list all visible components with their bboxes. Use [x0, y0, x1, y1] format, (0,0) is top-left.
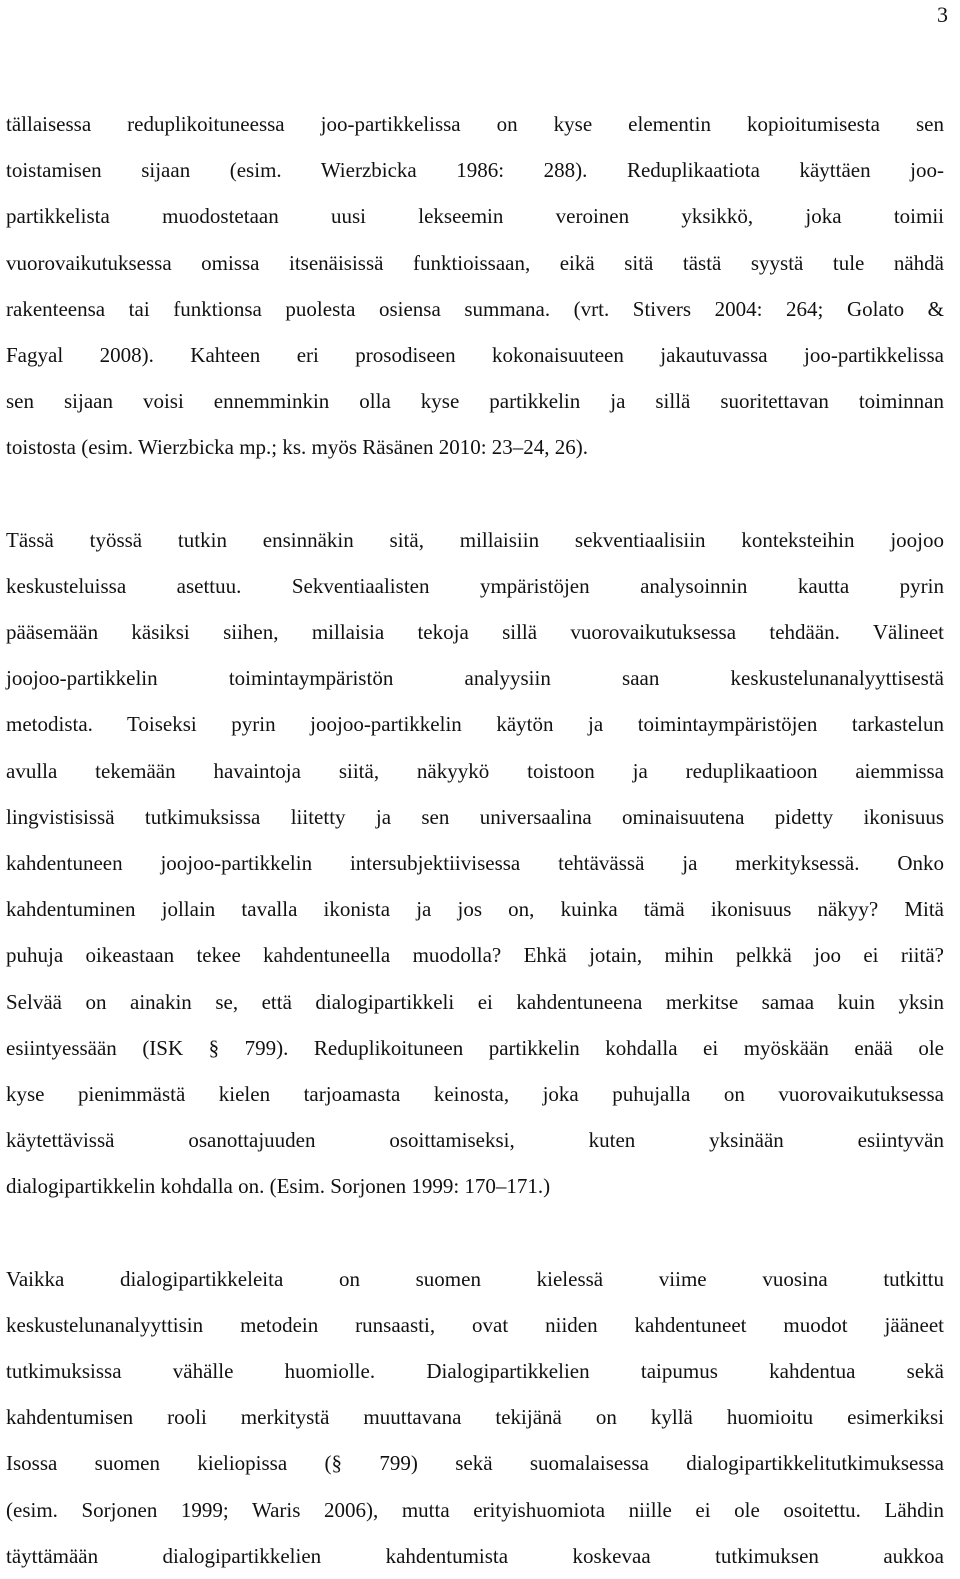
paragraph: [6, 517, 944, 1210]
text-line: kyse pienimmästä kielen tarjoamasta keinosta, joka puhujalla on vuorovaikutuksessa: [6, 1082, 944, 1107]
text-line: joojoo-partikkelin toimintaympäristön analyysiin saan keskustelunanalyyttisestä: [6, 666, 944, 691]
text-line: Fagyal 2008). Kahteen eri prosodiseen kokonaisuuteen jakautuvassa joo-partikkelissa: [6, 343, 944, 368]
text-line: dialogipartikkelin kohdalla on. (Esim. Sorjonen 1999: 170–171.): [6, 1174, 551, 1199]
paragraph: [6, 1256, 944, 1579]
text-line: tutkimuksissa vähälle huomiolle. Dialogipartikkelien taipumus kahdentua sekä: [6, 1359, 944, 1384]
text-line: tällaisessa reduplikoituneessa joo-partikkelissa on kyse elementin kopioitumisesta sen: [6, 112, 944, 136]
text-line: rakenteensa tai funktionsa puolesta osiensa summana. (vrt. Stivers 2004: 264; Golato &: [6, 296, 944, 321]
text-line: kahdentuneen joojoo-partikkelin intersubjektiivisessa tehtävässä ja merkityksessä. Onko: [6, 851, 944, 876]
text-line: keskusteluissa asettuu. Sekventiaalisten ympäristöjen analysoinnin kautta pyrin: [6, 573, 944, 598]
text-line: vuorovaikutuksessa omissa itsenäisissä funktioissaan, eikä sitä tästä syystä tule nähdä: [6, 250, 944, 275]
text-line: pääsemään käsiksi siihen, millaisia tekoja sillä vuorovaikutuksessa tehdään. Välineet: [6, 620, 944, 645]
text-line: kahdentumisen rooli merkitystä muuttavana tekijänä on kyllä huomioitu esimerkiksi: [6, 1405, 944, 1430]
text-line: keskustelunanalyyttisin metodein runsaasti, ovat niiden kahdentuneet muodot jääneet: [6, 1312, 944, 1337]
text-line: kahdentuminen jollain tavalla ikonista ja jos on, kuinka tämä ikonisuus näkyy? Mitä: [6, 897, 944, 922]
text-line: puhuja oikeastaan tekee kahdentuneella muodolla? Ehkä jotain, mihin pelkkä joo ei riitä?: [6, 943, 944, 968]
text-line: toistamisen sijaan (esim. Wierzbicka 1986: 288). Reduplikaatiota käyttäen joo-: [6, 158, 944, 183]
body-text: [6, 101, 944, 1579]
paragraph-gap: [6, 1210, 944, 1256]
text-line: Tässä työssä tutkin ensinnäkin sitä, millaisiin sekventiaalisiin konteksteihin joojoo: [6, 527, 944, 552]
text-line: täyttämään dialogipartikkelien kahdentumista koskevaa tutkimuksen aukkoa: [6, 1543, 944, 1568]
text-line: Vaikka dialogipartikkeleita on suomen kielessä viime vuosina tutkittu: [6, 1266, 944, 1291]
text-line: Selvää on ainakin se, että dialogipartikkeli ei kahdentuneena merkitse samaa kuin yksin: [6, 989, 944, 1014]
paragraph-gap: [6, 471, 944, 517]
text-line: Isossa suomen kieliopissa (§ 799) sekä suomalaisessa dialogipartikkelitutkimuksessa: [6, 1451, 944, 1476]
page-number: 3: [937, 2, 948, 27]
text-line: (esim. Sorjonen 1999; Waris 2006), mutta erityishuomiota niille ei ole osoitettu. Lähdin: [6, 1497, 944, 1522]
text-line: lingvistisissä tutkimuksissa liitetty ja sen universaalina ominaisuutena pidetty ikonisuus: [6, 804, 944, 829]
text-line: avulla tekemään havaintoja siitä, näkyykö toistoon ja reduplikaatioon aiemmissa: [6, 758, 944, 783]
text-line: sen sijaan voisi ennemminkin olla kyse partikkelin ja sillä suoritettavan toiminnan: [6, 389, 944, 414]
paragraph: [6, 101, 944, 471]
text-line: käytettävissä osanottajuuden osoittamiseksi, kuten yksinään esiintyvän: [6, 1128, 944, 1153]
text-line: toistosta (esim. Wierzbicka mp.; ks. myös Räsänen 2010: 23–24, 26).: [6, 435, 589, 460]
text-line: esiintyessään (ISK § 799). Reduplikoituneen partikkelin kohdalla ei myöskään enää ole: [6, 1035, 944, 1060]
text-line: metodista. Toiseksi pyrin joojoo-partikkelin käytön ja toimintaympäristöjen tarkastelun: [6, 712, 944, 737]
text-line: partikkelista muodostetaan uusi lekseemin veroinen yksikkö, joka toimii: [6, 204, 944, 229]
